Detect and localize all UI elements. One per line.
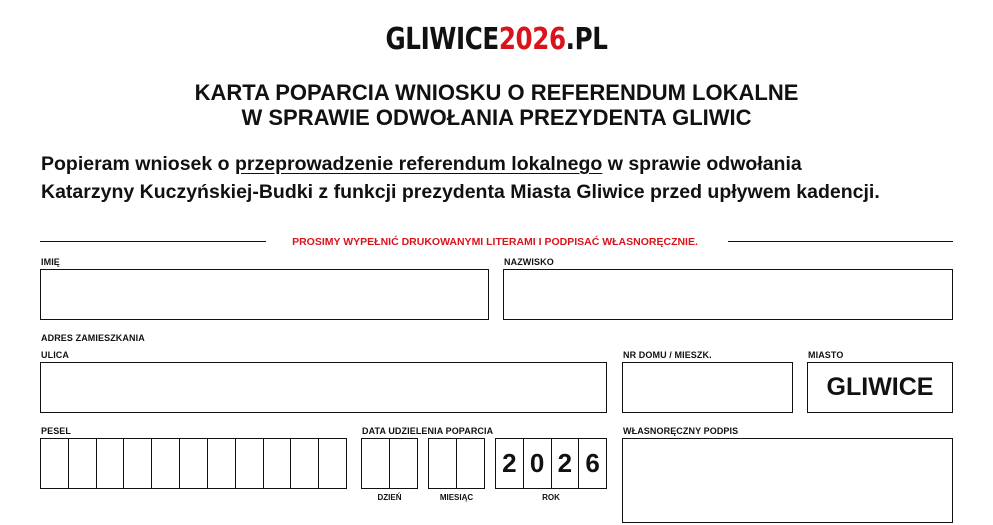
pesel-cell[interactable] (69, 439, 97, 488)
first-name-field[interactable] (40, 269, 489, 320)
year-cell: 0 (524, 439, 552, 488)
last-name-field[interactable] (503, 269, 953, 320)
year-cell: 2 (552, 439, 580, 488)
pesel-cell[interactable] (152, 439, 180, 488)
first-name-label: IMIĘ (41, 257, 60, 267)
date-label: DATA UDZIELENIA POPARCIA (362, 426, 494, 436)
year-label: ROK (542, 493, 560, 502)
pesel-cell[interactable] (236, 439, 264, 488)
divider-right (728, 241, 953, 242)
month-cell[interactable] (457, 439, 484, 488)
day-label: DZIEŃ (377, 493, 402, 502)
statement-part2: w sprawie odwołania (602, 153, 802, 175)
pesel-cell[interactable] (124, 439, 152, 488)
page-title-line2: W SPRAWIE ODWOŁANIA PREZYDENTA GLIWIC (241, 105, 752, 130)
statement-line2: Katarzyny Kuczyńskiej-Budki z funkcji prezydenta Miasta Gliwice przed upływem kadencji. (41, 181, 880, 203)
signature-label: WŁASNORĘCZNY PODPIS (623, 426, 739, 436)
year-cell: 6 (585, 448, 600, 478)
city-field[interactable] (807, 362, 953, 413)
house-number-label: NR DOMU / MIESZK. (623, 350, 712, 360)
month-field[interactable] (428, 438, 485, 489)
fill-instruction: PROSIMY WYPEŁNIĆ DRUKOWANYMI LITERAMI I PODPISAĆ WŁASNORĘCZNIE. (292, 236, 698, 248)
statement-part1: Popieram wniosek o (41, 153, 235, 175)
logo (89, 22, 903, 57)
city-label: MIASTO (808, 350, 844, 360)
pesel-cell[interactable] (319, 439, 346, 488)
pesel-label: PESEL (41, 426, 72, 436)
pesel-cell[interactable] (97, 439, 125, 488)
year-field[interactable] (495, 438, 607, 489)
month-cell[interactable] (429, 439, 457, 488)
pesel-field[interactable] (40, 438, 347, 489)
pesel-cell[interactable] (41, 439, 69, 488)
month-label: MIESIĄC (439, 493, 474, 502)
day-field[interactable] (361, 438, 418, 489)
street-label: ULICA (41, 350, 69, 360)
day-cell[interactable] (390, 439, 417, 488)
logo-main: GLIWICE (385, 22, 499, 57)
logo-year: 2026 (498, 22, 566, 57)
signature-field[interactable] (622, 438, 953, 523)
day-cell[interactable] (362, 439, 390, 488)
statement-line1 (41, 150, 961, 178)
pesel-cell[interactable] (180, 439, 208, 488)
statement-underlined: przeprowadzenie referendum lokalnego (234, 153, 603, 175)
street-field[interactable] (40, 362, 607, 413)
page-title-line1: KARTA POPARCIA WNIOSKU O REFERENDUM LOKALNE (194, 80, 799, 105)
pesel-cell[interactable] (291, 439, 319, 488)
house-number-field[interactable] (622, 362, 793, 413)
pesel-cell[interactable] (264, 439, 292, 488)
year-cell: 2 (496, 439, 524, 488)
logo-suffix: .PL (565, 22, 608, 57)
city-value: GLIWICE (826, 373, 934, 401)
last-name-label: NAZWISKO (504, 257, 554, 267)
address-heading: ADRES ZAMIESZKANIA (41, 333, 145, 343)
divider-left (40, 241, 266, 242)
pesel-cell[interactable] (208, 439, 236, 488)
